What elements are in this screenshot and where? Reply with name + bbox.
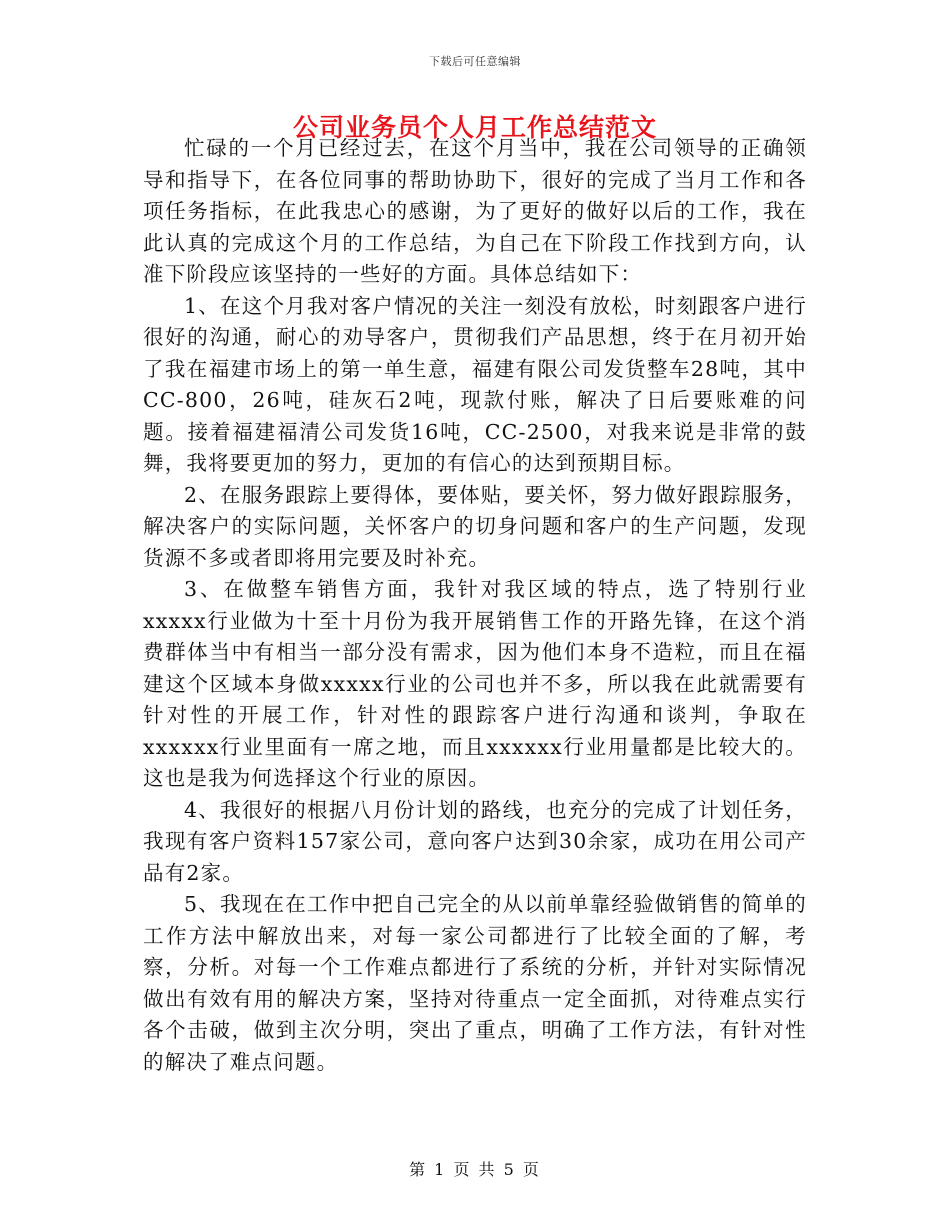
paragraph-item-5: 5、我现在在工作中把自己完全的从以前单靠经验做销售的简单的工作方法中解放出来，对每一家公司都进行了比较全面的了解，考察，分析。对每一个工作难点都进行了系统的分析，并针对实际情况做出有效有用的解决方案，坚持对待重点一定全面抓，对待难点实行各个击破，做到主次分明，突出了重点，明确了工作方法，有针对性的解决了难点问题。 — [143, 892, 807, 1074]
page-number-footer: 第 1 页 共 5 页 — [409, 1160, 541, 1179]
document-body — [143, 133, 807, 1078]
paragraph-item-3: 3、在做整车销售方面，我针对我区域的特点，选了特别行业xxxxx行业做为十至十月份为我开展销售工作的开路先锋，在这个消费群体当中有相当一部分没有需求，因为他们本身不造粒，而且在福建这个区域本身做xxxxx行业的公司也并不多，所以我在此就需要有针对性的开展工作，针对性的跟踪客户进行沟通和谈判，争取在xxxxxx行业里面有一席之地，而且xxxxxx行业用量都是比较大的。这也是我为何选择这个行业的原因。 — [143, 577, 807, 790]
paragraph-item-4: 4、我很好的根据八月份计划的路线，也充分的完成了计划任务，我现有客户资料157家公司，意向客户达到30余家，成功在用公司产品有2家。 — [143, 797, 807, 885]
paragraph-item-1: 1、在这个月我对客户情况的关注一刻没有放松，时刻跟客户进行很好的沟通，耐心的劝导客户，贯彻我们产品思想，终于在月初开始了我在福建市场上的第一单生意，福建有限公司发货整车28吨，其中CC-800，26吨，硅灰石2吨，现款付账，解决了日后要账难的问题。接着福建福清公司发货16吨，CC-2500，对我来说是非常的鼓舞，我将要更加的努力，更加的有信心的达到预期目标。 — [143, 293, 807, 475]
document-title: 公司业务员个人月工作总结范文 — [292, 113, 657, 142]
header-note: 下载后可任意编辑 — [429, 55, 521, 68]
paragraph-item-2: 2、在服务跟踪上要得体，要体贴，要关怀，努力做好跟踪服务，解决客户的实际问题，关怀客户的切身问题和客户的生产问题，发现货源不多或者即将用完要及时补充。 — [143, 482, 807, 570]
intro-paragraph: 忙碌的一个月已经过去，在这个月当中，我在公司领导的正确领导和指导下，在各位同事的帮助协助下，很好的完成了当月工作和各项任务指标，在此我忠心的感谢，为了更好的做好以后的工作，我在此认真的完成这个月的工作总结，为自己在下阶段工作找到方向，认准下阶段应该坚持的一些好的方面。具体总结如下： — [143, 136, 807, 286]
